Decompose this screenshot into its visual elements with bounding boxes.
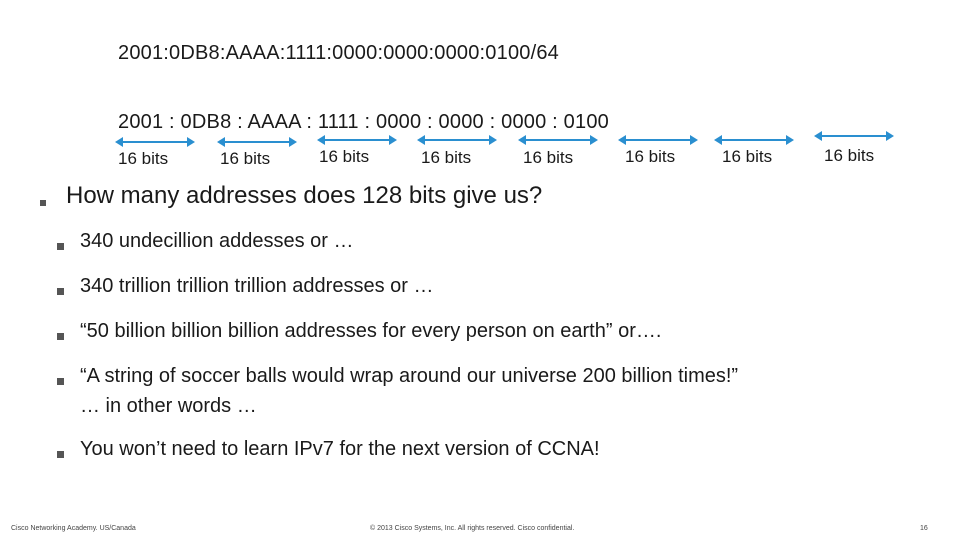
page-number: 16 bbox=[920, 525, 928, 532]
sub-bullet-3: “50 billion billion billion addresses for every person on earth” or…. bbox=[80, 320, 662, 342]
segment-arrow-3 bbox=[317, 134, 397, 146]
footer-left: Cisco Networking Academy. US/Canada bbox=[11, 525, 136, 532]
segment-arrow-7 bbox=[714, 134, 794, 146]
sub-bullet-4-continuation: … in other words … bbox=[80, 395, 257, 417]
footer-copyright: © 2013 Cisco Systems, Inc. All rights reserved. Cisco confidential. bbox=[370, 525, 575, 532]
segment-label-5: 16 bits bbox=[523, 148, 574, 167]
sub-bullet-marker bbox=[57, 282, 64, 300]
segment-arrow-8 bbox=[814, 130, 894, 142]
ipv6-address-compact: 2001:0DB8:AAAA:1111:0000:0000:0000:0100/64 bbox=[118, 42, 559, 64]
segment-label-1: 16 bits bbox=[118, 149, 169, 168]
segment-arrow-2 bbox=[217, 136, 297, 148]
sub-bullet-marker bbox=[57, 372, 64, 390]
sub-bullet-2: 340 trillion trillion trillion addresses or … bbox=[80, 275, 434, 297]
segment-label-7: 16 bits bbox=[722, 147, 773, 166]
segment-label-2: 16 bits bbox=[220, 149, 271, 168]
ipv6-address-spaced: 2001 : 0DB8 : AAAA : 1111 : 0000 : 0000 : 0000 : 0100 bbox=[118, 111, 609, 133]
main-bullet-marker bbox=[40, 193, 46, 211]
sub-bullet-1: 340 undecillion addesses or … bbox=[80, 230, 354, 252]
segment-arrow-6 bbox=[618, 134, 698, 146]
sub-bullet-marker bbox=[57, 445, 64, 463]
segment-arrow-5 bbox=[518, 134, 598, 146]
main-bullet-text: How many addresses does 128 bits give us? bbox=[66, 182, 543, 209]
segment-label-3: 16 bits bbox=[319, 147, 370, 166]
segment-label-8: 16 bits bbox=[824, 146, 875, 165]
segment-arrow-4 bbox=[417, 134, 497, 146]
sub-bullet-marker bbox=[57, 237, 64, 255]
segment-label-6: 16 bits bbox=[625, 147, 676, 166]
segment-arrow-1 bbox=[115, 136, 195, 148]
sub-bullet-4: “A string of soccer balls would wrap around our universe 200 billion times!” bbox=[80, 365, 739, 387]
segment-label-4: 16 bits bbox=[421, 148, 472, 167]
sub-bullet-marker bbox=[57, 327, 64, 345]
sub-bullet-5: You won’t need to learn IPv7 for the next version of CCNA! bbox=[80, 438, 600, 460]
